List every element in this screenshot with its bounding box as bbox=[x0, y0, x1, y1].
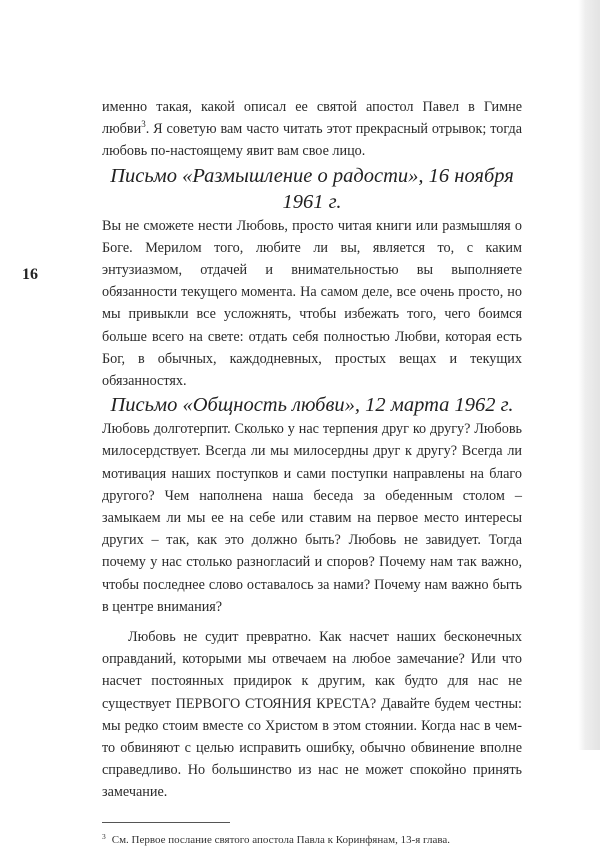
section-heading-joy-letter: Письмо «Размышление о радости», 16 ноября 1961 г. bbox=[110, 164, 514, 213]
page-number: 16 bbox=[22, 266, 38, 283]
paragraph-longsuffering: Любовь долготерпит. Сколько у нас терпения друг ко другу? Любовь милосердствует. Всегда ли мы милосердны друг к другу? Всегда ли мотивация наших поступков и сами поступки направлены на благо другого? Чем наполнена наша беседа за обеденным столом – замыкаем ли мы ее на себе или ставим на первое место интересы других – так, как это должно быть? Любовь не завидует. Тогда почему у нас столько разногласий и споров? Почему нам так важно, чтобы последнее слово оставалось за нами? Почему нам важно быть в центре внимания? bbox=[102, 421, 522, 615]
footnote-text: См. Первое послание святого апостола Павла к Коринфянам, 13-я глава. bbox=[111, 833, 451, 846]
paragraph-intro bbox=[102, 96, 522, 163]
page-body bbox=[102, 96, 522, 847]
section-heading-community-letter: Письмо «Общность любви», 12 марта 1962 г. bbox=[110, 394, 514, 417]
paragraph-intro-text: именно такая, какой описал ее святой апостол Павел в Гимне любви bbox=[102, 99, 522, 138]
footnote-reference[interactable]: 3 bbox=[141, 119, 146, 130]
page-edge-shadow bbox=[578, 0, 600, 750]
footnote bbox=[102, 830, 522, 847]
footnote-divider bbox=[102, 822, 230, 823]
paragraph-joy-letter: Вы не сможете нести Любовь, просто читая книги или размышляя о Боге. Мерилом того, любите ли вы, является то, с каким энтузиазмом, отдачей и внимательностью вы выполняете обязанности текущего момента. На самом деле, все очень просто, но мы привыкли все усложнять, чтобы избежать того, чего боимся больше всего на свете: отдать себя полностью Любви, которая есть Бог, в обычных, каждодневных, простых вещах и текущих обязанностях. bbox=[102, 217, 522, 390]
footnote-marker: 3 bbox=[102, 831, 106, 841]
paragraph-intro-text-cont: . Я советую вам часто читать этот прекрасный отрывок; тогда любовь по-настоящему явит вам свое лицо. bbox=[102, 121, 522, 160]
paragraph-judgement: Любовь не судит превратно. Как насчет наших бесконечных оправданий, которыми мы отвечаем на любое замечание? Или что насчет постоянных придирок к другим, как будто для нас не существует ПЕРВОГО СТОЯНИЯ КРЕСТА? Давайте будем честны: мы редко стоим вместе со Христом в этом стоянии. Когда нас в чем-то обвиняют с целью исправить ошибку, обычно обвинение вполне справедливо. Но большинство из нас не может спокойно принять замечание. bbox=[102, 629, 522, 801]
